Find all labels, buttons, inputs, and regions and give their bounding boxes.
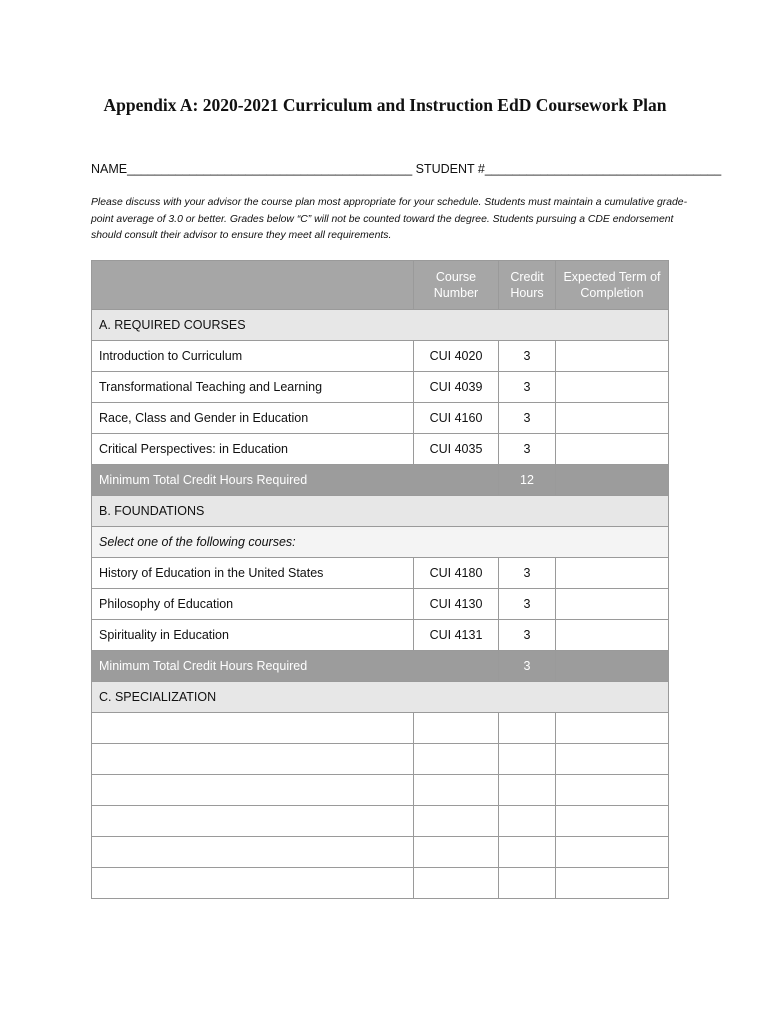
header-course xyxy=(92,261,414,310)
blank-row xyxy=(92,806,669,837)
header-course-number: Course Number xyxy=(414,261,499,310)
total-row-foundations xyxy=(92,651,669,682)
section-note: Select one of the following courses: xyxy=(92,527,669,558)
table-row xyxy=(92,403,669,434)
blank-term-cell[interactable] xyxy=(556,806,669,837)
expected-term-cell[interactable] xyxy=(556,372,669,403)
section-label: A. REQUIRED COURSES xyxy=(92,310,669,341)
course-number: CUI 4039 xyxy=(414,372,499,403)
blank-term-cell[interactable] xyxy=(556,713,669,744)
credit-hours: 3 xyxy=(499,620,556,651)
blank-hours-cell[interactable] xyxy=(499,713,556,744)
blank-row xyxy=(92,868,669,899)
course-name: Critical Perspectives: in Education xyxy=(92,434,414,465)
total-label: Minimum Total Credit Hours Required xyxy=(92,651,499,682)
header-expected-term: Expected Term of Completion xyxy=(556,261,669,310)
total-hours: 12 xyxy=(499,465,556,496)
blank-number-cell[interactable] xyxy=(414,868,499,899)
blank-row xyxy=(92,775,669,806)
course-name: Race, Class and Gender in Education xyxy=(92,403,414,434)
expected-term-cell[interactable] xyxy=(556,341,669,372)
expected-term-cell[interactable] xyxy=(556,620,669,651)
expected-term-cell[interactable] xyxy=(556,558,669,589)
table-row xyxy=(92,620,669,651)
credit-hours: 3 xyxy=(499,341,556,372)
section-foundations xyxy=(92,496,669,527)
credit-hours: 3 xyxy=(499,434,556,465)
blank-hours-cell[interactable] xyxy=(499,868,556,899)
blank-row xyxy=(92,837,669,868)
credit-hours: 3 xyxy=(499,558,556,589)
blank-row xyxy=(92,744,669,775)
course-name: History of Education in the United States xyxy=(92,558,414,589)
coursework-table xyxy=(91,260,669,899)
course-number: CUI 4131 xyxy=(414,620,499,651)
expected-term-cell[interactable] xyxy=(556,589,669,620)
course-name: Introduction to Curriculum xyxy=(92,341,414,372)
table-header-row xyxy=(92,261,669,310)
blank-row xyxy=(92,713,669,744)
blank-number-cell[interactable] xyxy=(414,713,499,744)
table-row xyxy=(92,341,669,372)
blank-course-cell[interactable] xyxy=(92,806,414,837)
blank-term-cell[interactable] xyxy=(556,744,669,775)
table-row xyxy=(92,558,669,589)
section-label: C. SPECIALIZATION xyxy=(92,682,669,713)
blank-hours-cell[interactable] xyxy=(499,806,556,837)
blank-course-cell[interactable] xyxy=(92,837,414,868)
blank-term-cell[interactable] xyxy=(556,775,669,806)
section-specialization xyxy=(92,682,669,713)
blank-hours-cell[interactable] xyxy=(499,744,556,775)
course-number: CUI 4020 xyxy=(414,341,499,372)
name-student-line: NAME_________________________________________ STUDENT #__________________________________ xyxy=(91,162,722,176)
expected-term-cell[interactable] xyxy=(556,434,669,465)
course-number: CUI 4180 xyxy=(414,558,499,589)
blank-number-cell[interactable] xyxy=(414,806,499,837)
course-name: Philosophy of Education xyxy=(92,589,414,620)
blank-course-cell[interactable] xyxy=(92,744,414,775)
blank-course-cell[interactable] xyxy=(92,713,414,744)
total-hours: 3 xyxy=(499,651,556,682)
expected-term-cell[interactable] xyxy=(556,403,669,434)
blank-hours-cell[interactable] xyxy=(499,837,556,868)
course-name: Spirituality in Education xyxy=(92,620,414,651)
blank-number-cell[interactable] xyxy=(414,837,499,868)
credit-hours: 3 xyxy=(499,589,556,620)
blank-course-cell[interactable] xyxy=(92,775,414,806)
blank-term-cell[interactable] xyxy=(556,837,669,868)
course-number: CUI 4160 xyxy=(414,403,499,434)
table-row xyxy=(92,589,669,620)
credit-hours: 3 xyxy=(499,372,556,403)
course-name: Transformational Teaching and Learning xyxy=(92,372,414,403)
total-blank xyxy=(556,465,669,496)
total-label: Minimum Total Credit Hours Required xyxy=(92,465,499,496)
section-required-courses xyxy=(92,310,669,341)
foundations-note-row xyxy=(92,527,669,558)
blank-hours-cell[interactable] xyxy=(499,775,556,806)
instructions-paragraph: Please discuss with your advisor the course plan most appropriate for your schedule. Students must maintain a cumulative grade-point average of 3.0 or better. Grades below “C” will not be counted toward the degree. Students pursuing a CDE endorsement should consult their advisor to ensure they meet all requirements. xyxy=(91,197,688,241)
table-row xyxy=(92,372,669,403)
blank-number-cell[interactable] xyxy=(414,744,499,775)
total-blank xyxy=(556,651,669,682)
blank-term-cell[interactable] xyxy=(556,868,669,899)
section-label: B. FOUNDATIONS xyxy=(92,496,669,527)
credit-hours: 3 xyxy=(499,403,556,434)
course-number: CUI 4130 xyxy=(414,589,499,620)
blank-course-cell[interactable] xyxy=(92,868,414,899)
table-row xyxy=(92,434,669,465)
blank-number-cell[interactable] xyxy=(414,775,499,806)
course-number: CUI 4035 xyxy=(414,434,499,465)
header-credit-hours: Credit Hours xyxy=(499,261,556,310)
total-row-required xyxy=(92,465,669,496)
document-title: Appendix A: 2020-2021 Curriculum and Instruction EdD Coursework Plan xyxy=(103,95,667,115)
